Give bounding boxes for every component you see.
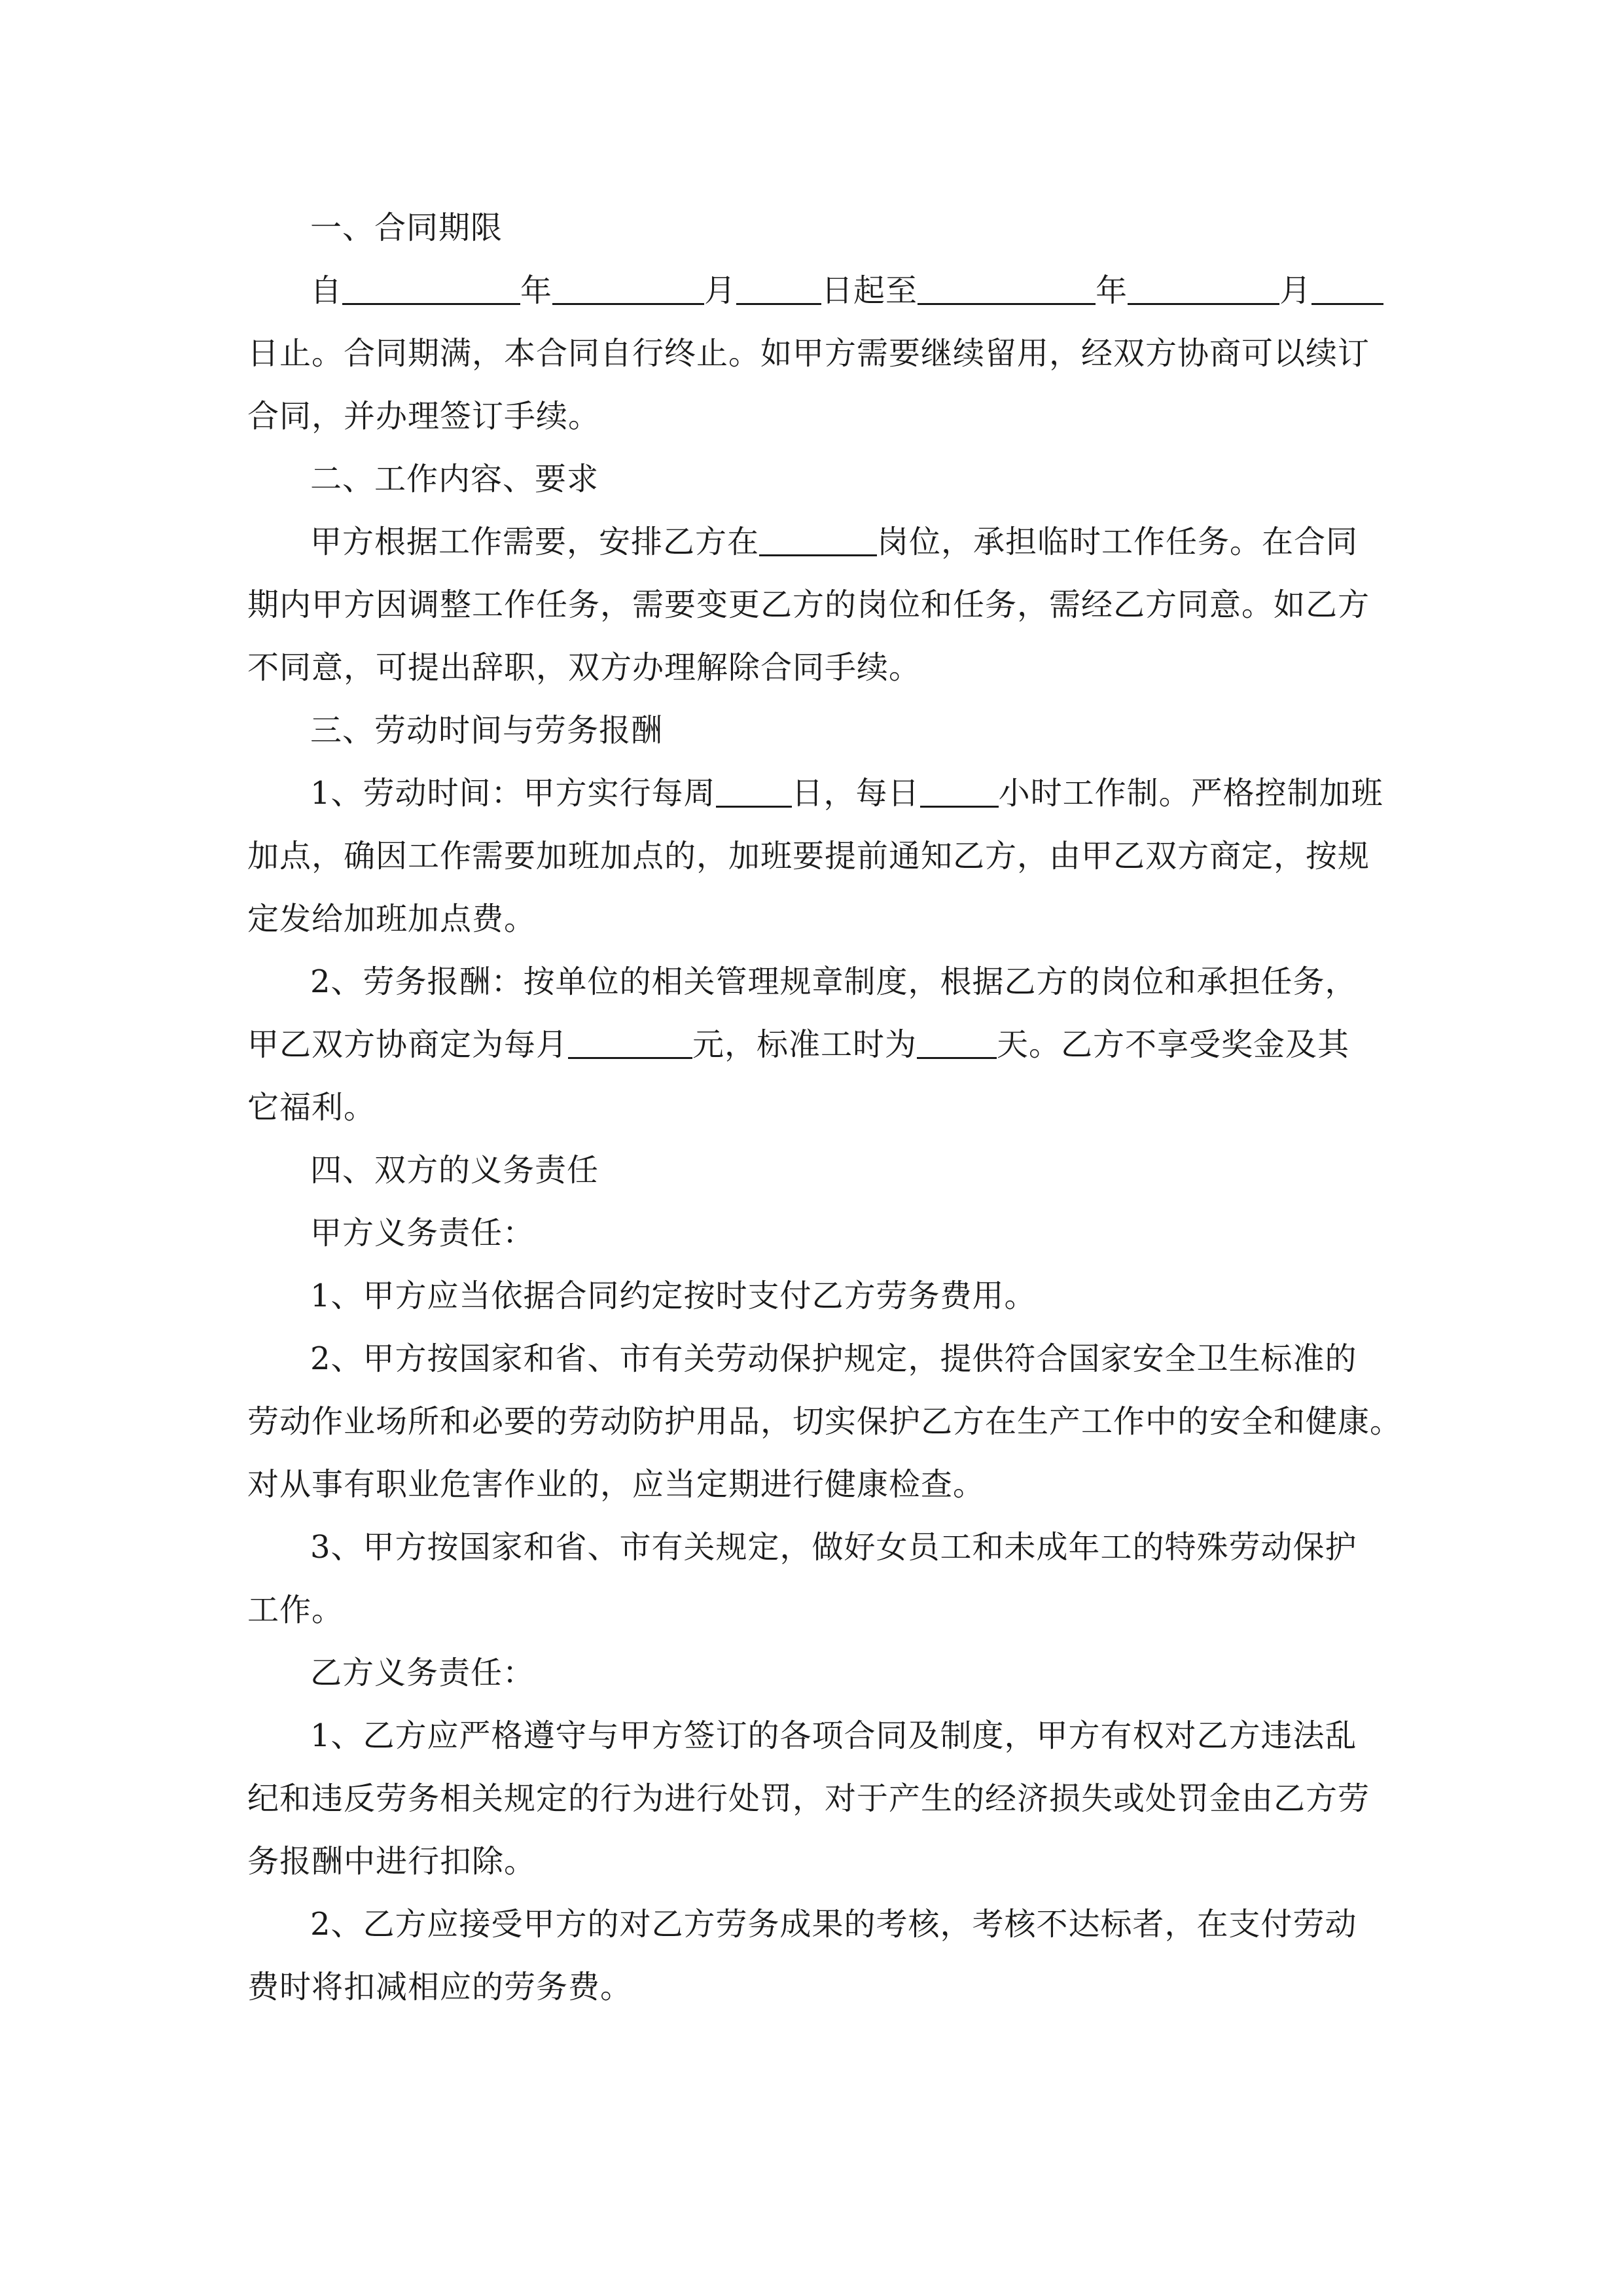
paragraph-line: 2、乙方应接受甲方的对乙方劳务成果的考核，考核不达标者，在支付劳动 <box>310 1906 1357 1943</box>
standard-days-blank[interactable] <box>917 1020 997 1059</box>
year-label: 年 <box>520 272 553 309</box>
hours-text-c: 小时工作制。严格控制加班 <box>998 775 1383 812</box>
paragraph-line: 对从事有职业危害作业的，应当定期进行健康检查。 <box>247 1466 986 1503</box>
paragraph-line: 3、甲方按国家和省、市有关规定，做好女员工和未成年工的特殊劳动保护 <box>310 1529 1357 1566</box>
pay-text-b: 元，标准工时为 <box>692 1026 918 1063</box>
paragraph-line: 合同，并办理签订手续。 <box>247 398 601 435</box>
section-heading-term: 一、合同期限 <box>310 209 503 246</box>
pay-line <box>247 1013 1370 1076</box>
hours-per-day-blank[interactable] <box>920 769 999 808</box>
party-b-duties-heading: 乙方义务责任： <box>310 1655 535 1691</box>
paragraph-line: 劳动作业场所和必要的劳动防护用品，切实保护乙方在生产工作中的安全和健康。 <box>247 1403 1402 1440</box>
month-label: 月 <box>704 272 737 309</box>
end-year-blank[interactable] <box>918 266 1096 305</box>
year-label: 年 <box>1096 272 1128 309</box>
hours-text-a: 1、劳动时间：甲方实行每周 <box>310 775 716 812</box>
document-page <box>247 196 1402 2018</box>
days-per-week-blank[interactable] <box>716 769 792 808</box>
section-heading-duties: 四、双方的义务责任 <box>310 1152 599 1189</box>
paragraph-line: 工作。 <box>247 1592 344 1628</box>
paragraph-line: 定发给加班加点费。 <box>247 901 537 937</box>
paragraph-line: 1、乙方应严格遵守与甲方签订的各项合同及制度，甲方有权对乙方违法乱 <box>310 1717 1357 1754</box>
paragraph-line: 务报酬中进行扣除。 <box>247 1843 537 1880</box>
paragraph-line: 纪和违反劳务相关规定的行为进行处罚，对于产生的经济损失或处罚金由乙方劳 <box>247 1780 1370 1817</box>
day-from-label: 日起至 <box>821 272 918 309</box>
start-day-blank[interactable] <box>736 266 821 305</box>
paragraph-line: 费时将扣减相应的劳务费。 <box>247 1969 633 2005</box>
paragraph-line: 日止。合同期满，本合同自行终止。如甲方需要继续留用，经双方协商可以续订 <box>247 335 1370 372</box>
post-blank[interactable] <box>759 518 877 556</box>
section-heading-hours-pay: 三、劳动时间与劳务报酬 <box>310 712 664 749</box>
end-day-blank[interactable] <box>1311 266 1383 305</box>
paragraph-line: 不同意，可提出辞职，双方办理解除合同手续。 <box>247 649 921 686</box>
month-label: 月 <box>1279 272 1312 309</box>
term-date-line <box>247 259 1370 322</box>
start-year-blank[interactable] <box>342 266 520 305</box>
paragraph-line: 期内甲方因调整工作任务，需要变更乙方的岗位和任务，需经乙方同意。如乙方 <box>247 586 1370 623</box>
pay-text-c: 天。乙方不享受奖金及其 <box>997 1026 1350 1063</box>
end-month-blank[interactable] <box>1128 266 1279 305</box>
party-a-duties-heading: 甲方义务责任： <box>310 1215 535 1251</box>
post-prefix: 甲方根据工作需要，安排乙方在 <box>310 524 760 560</box>
paragraph-line: 2、甲方按国家和省、市有关劳动保护规定，提供符合国家安全卫生标准的 <box>310 1340 1357 1377</box>
paragraph-line: 2、劳务报酬：按单位的相关管理规章制度，根据乙方的岗位和承担任务， <box>310 963 1357 1000</box>
monthly-pay-blank[interactable] <box>568 1020 692 1059</box>
hours-text-b: 日，每日 <box>791 775 920 812</box>
work-post-line <box>247 511 1370 573</box>
start-month-blank[interactable] <box>552 266 704 305</box>
paragraph-line: 加点，确因工作需要加班加点的，加班要提前通知乙方，由甲乙双方商定，按规 <box>247 838 1370 874</box>
post-suffix: 岗位，承担临时工作任务。在合同 <box>877 524 1359 560</box>
section-heading-work: 二、工作内容、要求 <box>310 461 599 497</box>
term-prefix: 自 <box>310 272 343 309</box>
work-hours-line <box>247 762 1383 825</box>
paragraph-line: 1、甲方应当依据合同约定按时支付乙方劳务费用。 <box>310 1278 1037 1314</box>
pay-text-a: 甲乙双方协商定为每月 <box>247 1026 569 1063</box>
paragraph-line: 它福利。 <box>247 1089 376 1126</box>
